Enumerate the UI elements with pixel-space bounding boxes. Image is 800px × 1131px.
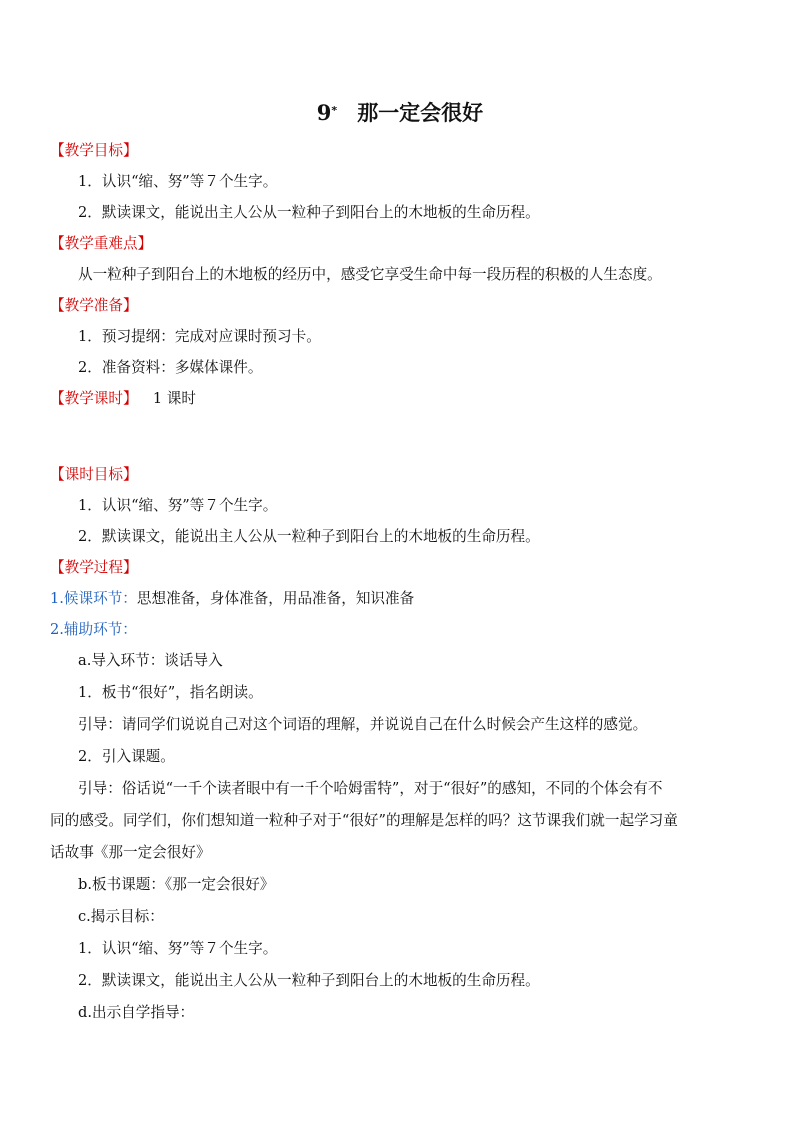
process-line-board: 1．板书“很好”，指名朗读。 <box>78 684 263 701</box>
lesson-number: 9 <box>316 100 332 125</box>
process-step-1-label: 1.候课环节： <box>50 590 137 607</box>
process-line-guide-2-cont: 同的感受。同学们，你们想知道一粒种子对于“很好”的理解是怎样的吗？这节课我们就一起学习童 <box>50 812 678 829</box>
process-goal-item-1: 1．认识“缩、努”等７个生字。 <box>78 940 278 957</box>
process-step-1 <box>50 588 414 610</box>
process-goal-item-2: 2．默读课文，能说出主人公从一粒种子到阳台上的木地板的生命历程。 <box>78 972 540 989</box>
lesson-star: * <box>331 104 338 117</box>
teaching-goal-item-2: 2．默读课文，能说出主人公从一粒种子到阳台上的木地板的生命历程。 <box>78 204 540 221</box>
preparation-item-1: 1．预习提纲：完成对应课时预习卡。 <box>78 328 321 345</box>
class-hours-row <box>50 388 196 410</box>
key-points-heading: 【教学重难点】 <box>50 235 153 252</box>
process-line-guide-1: 引导：请同学们说说自己对这个词语的理解，并说说自己在什么时候会产生这样的感觉。 <box>78 716 648 733</box>
process-step-1-text: 思想准备，身体准备，用品准备，知识准备 <box>136 590 415 607</box>
key-points-text: 从一粒种子到阳台上的木地板的经历中，感受它享受生命中每一段历程的积极的人生态度。 <box>78 266 662 283</box>
lesson-goal-heading: 【课时目标】 <box>50 466 138 483</box>
lesson-title <box>0 98 800 132</box>
preparation-heading: 【教学准备】 <box>50 297 138 314</box>
process-line-intro: a.导入环节：谈话导入 <box>78 652 223 669</box>
process-line-guide-2: 引导：俗话说“一千个读者眼中有一千个哈姆雷特”，对于“很好”的感知，不同的个体会有不 <box>78 780 663 797</box>
class-hours-value: 1 课时 <box>152 390 196 407</box>
process-line-goals: c.揭示目标： <box>78 908 164 925</box>
process-line-topic: 2．引入课题。 <box>78 748 175 765</box>
teaching-goal-item-1: 1．认识“缩、努”等７个生字。 <box>78 173 278 190</box>
lesson-title-text: 那一定会很好 <box>357 101 484 125</box>
process-heading: 【教学过程】 <box>50 559 138 576</box>
process-line-board-title: b.板书课题：《那一定会很好》 <box>78 876 275 893</box>
lesson-goal-item-1: 1．认识“缩、努”等７个生字。 <box>78 497 278 514</box>
preparation-item-2: 2．准备资料：多媒体课件。 <box>78 359 263 376</box>
class-hours-heading: 【教学课时】 <box>50 390 138 407</box>
process-step-2-label: 2.辅助环节： <box>50 621 137 638</box>
teaching-goal-heading: 【教学目标】 <box>50 142 138 159</box>
process-line-guide-2-end: 话故事《那一定会很好》 <box>50 844 211 861</box>
lesson-goal-item-2: 2．默读课文，能说出主人公从一粒种子到阳台上的木地板的生命历程。 <box>78 528 540 545</box>
process-line-self-study: d.出示自学指导： <box>78 1004 195 1021</box>
